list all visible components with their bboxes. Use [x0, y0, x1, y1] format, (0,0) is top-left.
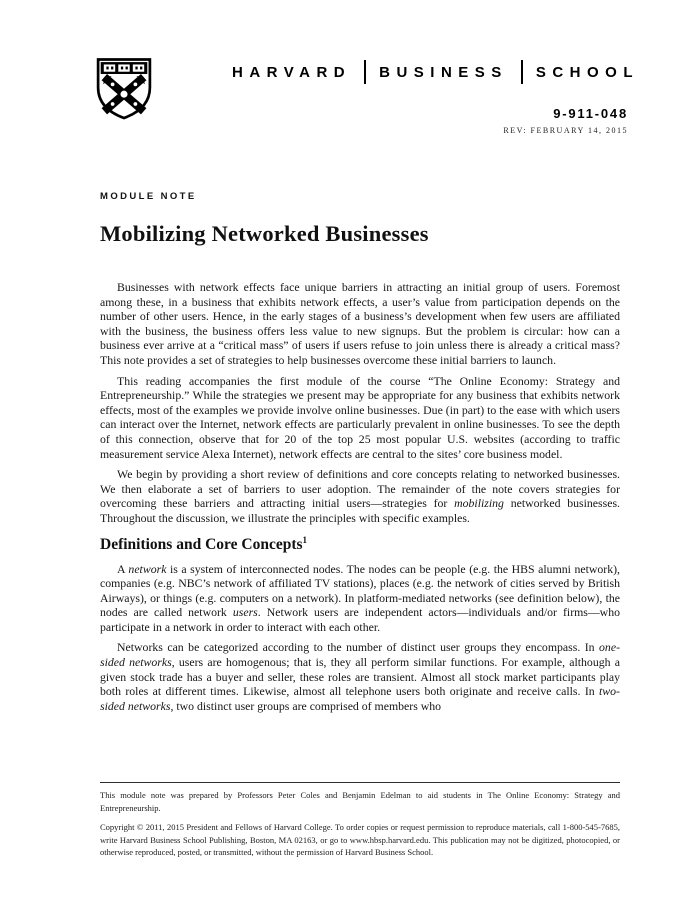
paragraph-network-definition: A network is a system of interconnected nodes. The nodes can be people (e.g. the HBS alumni network), companies (e.g. NBC’s network of affiliated TV stations), places (e.g. the network of cities served by British Airways), or things (e.g. computers on a network). In platform-mediated networks (see definition below), the nodes are called network users. Network users are independent actors—individuals and/or firms—who participate in a network in order to interact with each other. [100, 561, 620, 634]
attribution-note: This module note was prepared by Professors Peter Coles and Benjamin Edelman to aid students in The Online Economy: Strategy and Entrepreneurship. [100, 790, 620, 813]
section-heading [100, 536, 620, 554]
wordmark-word-school: SCHOOL [535, 63, 639, 81]
wordmark-word-business: BUSINESS [379, 63, 508, 81]
document-number: 9-911-048 [553, 106, 628, 121]
section-heading-text: Definitions and Core Concepts [100, 535, 303, 553]
footer-divider [100, 782, 620, 783]
wordmark-word-harvard: HARVARD [232, 63, 352, 81]
paragraph-intro: Businesses with network effects face unique barriers in attracting an initial group of users. Foremost among these, in a business that exhibits network effects, a user’s value from participation depends on the number of other users. Hence, in the early stages of a business’s development when few users are affiliated with the business, the business offers less value to new signups. But the problem is circular: how can a business ever arrive at a “critical mass” of users if users refuse to join unless there is already a critical mass? This note provides a set of strategies to help businesses overcome these initial barriers to launch. [100, 280, 620, 367]
hbs-wordmark [232, 60, 639, 84]
module-note-label: MODULE NOTE [100, 191, 197, 202]
copyright-notice: Copyright © 2011, 2015 President and Fellows of Harvard College. To order copies or request permission to reproduce materials, call 1-800-545-7685, write Harvard Business School Publishing, Boston, MA 02163, or go to www.hbsp.harvard.edu. This publication may not be digitized, photocopied, or otherwise reproduced, posted, or transmitted, without the permission of Harvard Business School. [100, 822, 620, 858]
paragraph-roadmap: We begin by providing a short review of definitions and core concepts relating to networked businesses. We then elaborate a set of barriers to user adoption. The remainder of the note covers strategies for overcoming these barriers and attracting initial users—strategies for mobilizing networked businesses. Throughout the discussion, we illustrate the principles with specific examples. [100, 467, 620, 525]
footnote-marker: 1 [302, 534, 308, 545]
wordmark-divider [364, 60, 366, 84]
revision-date: REV: FEBRUARY 14, 2015 [503, 126, 628, 135]
page-footer [100, 782, 620, 866]
wordmark-divider [521, 60, 523, 84]
paragraph-course-context: This reading accompanies the first module of the course “The Online Economy: Strategy and Entrepreneurship.” While the strategies we present may be appropriate for any business that exhibits network effects, most of the examples we provide involve online businesses. Due (in part) to the ease with which users can interact over the Internet, network effects are particularly prevalent in online businesses. To see the depth of this connection, observe that for 20 of the top 25 most popular U.S. websites (according to traffic measurement service Alexa Internet), network effects are central to the sites’ core business model. [100, 373, 620, 461]
document-body [100, 280, 620, 719]
paragraph-network-categories: Networks can be categorized according to the number of distinct user groups they encompass. In one-sided networks, users are homogenous; that is, they all perform similar functions. For example, although a given stock trade has a buyer and seller, these roles are transient. Almost all stock market participants play both roles at different times. Likewise, almost all telephone users both originate and receive calls. In two-sided networks, two distinct user groups are comprised of members who [100, 640, 620, 713]
hbs-shield-icon [95, 56, 153, 121]
document-title: Mobilizing Networked Businesses [100, 221, 429, 246]
